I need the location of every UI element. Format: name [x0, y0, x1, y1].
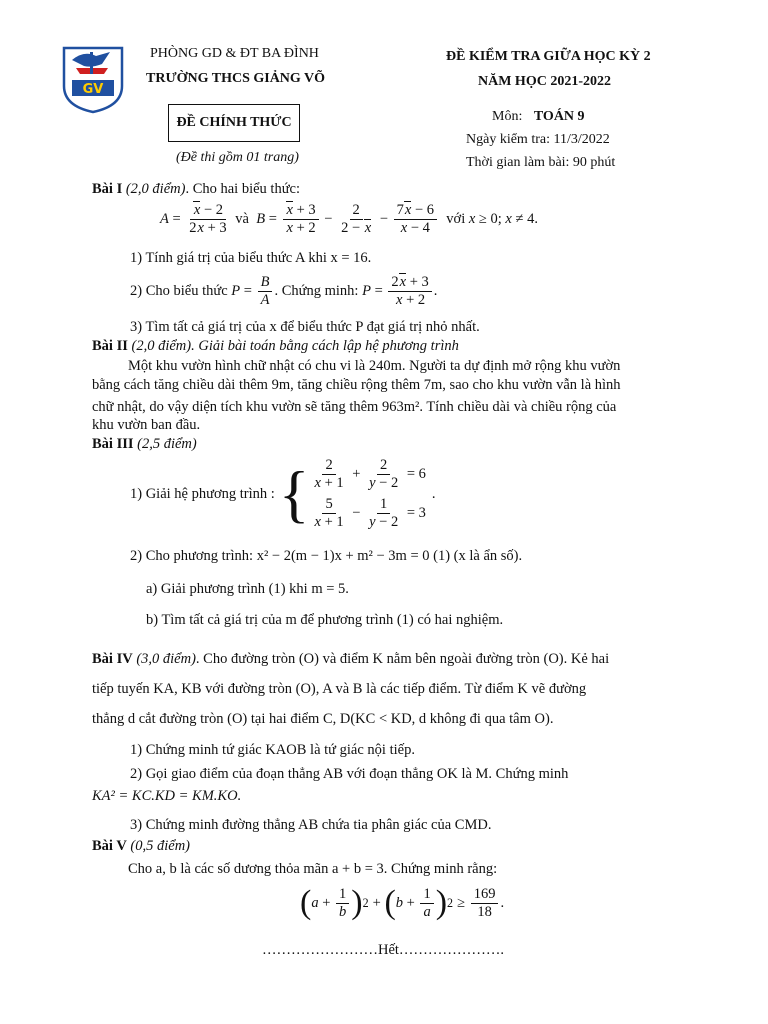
- bai2-p3: chữ nhật, do vậy diện tích khu vườn sẽ tăng thêm 963m². Tính chiều dài và chiều rộng của: [92, 399, 617, 415]
- bai4-q2: 2) Gọi giao điểm của đoạn thẳng AB với đoạn thẳng OK là M. Chứng minh: [130, 766, 569, 782]
- bai5-heading: [92, 838, 190, 855]
- school-year: NĂM HỌC 2021-2022: [478, 74, 611, 89]
- bai4-p3: thẳng d cắt đường tròn (O) tại hai điểm C, D(KC < KD, d không đi qua tâm O).: [92, 711, 554, 727]
- exam-date: Ngày kiểm tra: 11/3/2022: [466, 132, 610, 147]
- bai2-p1: Một khu vườn hình chữ nhật có chu vi là 240m. Người ta dự định mở rộng khu vườn: [128, 358, 621, 374]
- bai3-title: Bài III: [92, 436, 134, 452]
- bai3-qa: a) Giải phương trình (1) khi m = 5.: [146, 581, 349, 597]
- bai4-q1: 1) Chứng minh tứ giác KAOB là tứ giác nội tiếp.: [130, 742, 415, 758]
- bai2-points: (2,0 điểm). Giải bài toán bằng cách lập hệ phương trình: [131, 338, 459, 354]
- school-logo: [62, 46, 124, 114]
- bai1-q1: 1) Tính giá trị của biểu thức A khi x = 16.: [130, 250, 372, 266]
- official-label: ĐỀ CHÍNH THỨC: [176, 115, 292, 130]
- subject-row: [492, 109, 585, 125]
- bai1-intro: . Cho hai biểu thức:: [185, 181, 301, 197]
- bai4-heading: [92, 651, 609, 668]
- bai3-q2: 2) Cho phương trình: x² − 2(m − 1)x + m² − 3m = 0 (1) (x là ẩn số).: [130, 548, 523, 564]
- bai4-q3: 3) Chứng minh đường thẳng AB chứa tia phân giác của CMD.: [130, 817, 492, 833]
- bai1-q2: 2) Cho biểu thức P = $\frac{B}{A}$ . Chứng minh: P = $\frac{2x + 3}{x + 2}$ .: [130, 274, 438, 308]
- subject: TOÁN 9: [533, 109, 585, 124]
- logo-text: GV: [82, 82, 104, 97]
- school-name: TRƯỜNG THCS GIẢNG VÕ: [146, 71, 326, 86]
- bai1-heading: [92, 181, 300, 198]
- exam-duration: Thời gian làm bài: 90 phút: [466, 155, 616, 170]
- bai4-title: Bài IV: [92, 651, 133, 667]
- bai3-q1: 1) Giải hệ phương trình : { $\frac{2}{x + 1}$ + $\frac{2}{y - 2}$ = 6 $\frac{5}{x + 1}$ − $\frac{1}{y - 2}$ = 3 .: [130, 457, 436, 530]
- bai5-inequality: ( a + $\frac{1}{b}$ ) 2 + ( b + $\frac{1}{a}$ ) 2 ≥ $\frac{169}{18}$ .: [300, 884, 505, 921]
- bai3-q1-label: 1) Giải hệ phương trình :: [130, 485, 275, 502]
- bai2-heading: [92, 338, 459, 355]
- bai4-p1: . Cho đường tròn (O) và điểm K nằm bên ngoài đường tròn (O). Kẻ hai: [195, 651, 610, 667]
- bai2-p4: khu vườn ban đầu.: [92, 417, 201, 433]
- bai1-q2a: 2) Cho biểu thức: [130, 283, 228, 299]
- bai5-title: Bài V: [92, 838, 127, 854]
- bai1-formula-AB: A = $\frac{x - 2}{2x + 3}$ và B = $\frac{x + 3}{x + 2}$ − $\frac{2}{2 - x}$ − $\frac{7x - 6}{x - 4}$ với x ≥ 0; x ≠ 4.: [160, 202, 538, 236]
- exam-title: ĐỀ KIỂM TRA GIỮA HỌC KỲ 2: [446, 49, 651, 64]
- bai3-qb: b) Tìm tất cả giá trị của m để phương trình (1) có hai nghiệm.: [146, 612, 504, 628]
- bai4-points: (3,0 điểm): [136, 651, 196, 667]
- bai1-q2b: . Chứng minh:: [274, 283, 359, 299]
- bai2-title: Bài II: [92, 338, 128, 354]
- subject-label: Môn:: [492, 109, 523, 124]
- bai2-p2: bằng cách tăng chiều dài thêm 9m, tăng chiều rộng thêm 7m, sao cho khu vườn vẫn là hình: [92, 377, 621, 393]
- bai5-p1: Cho a, b là các số dương thỏa mãn a + b = 3. Chứng minh rằng:: [128, 861, 498, 877]
- bai5-points: (0,5 điểm): [130, 838, 191, 854]
- bai1-title: Bài I: [92, 181, 123, 197]
- bai3-heading: [92, 436, 197, 453]
- official-badge: [168, 104, 300, 142]
- bai1-points: (2,0 điểm): [125, 181, 186, 197]
- footer-end: ……………………Hết………………….: [262, 942, 505, 958]
- bai3-points: (2,5 điểm): [137, 436, 197, 452]
- pages-note: (Đề thi gồm 01 trang): [176, 150, 299, 165]
- dept-name: PHÒNG GD & ĐT BA ĐÌNH: [150, 46, 319, 61]
- bai1-q3: 3) Tìm tất cả giá trị của x để biểu thức P đạt giá trị nhỏ nhất.: [130, 319, 480, 335]
- bai4-q2b: KA² = KC.KD = KM.KO.: [92, 788, 242, 804]
- bai4-p2: tiếp tuyến KA, KB với đường tròn (O), A và B là các tiếp điểm. Từ điểm K vẽ đường: [92, 681, 587, 697]
